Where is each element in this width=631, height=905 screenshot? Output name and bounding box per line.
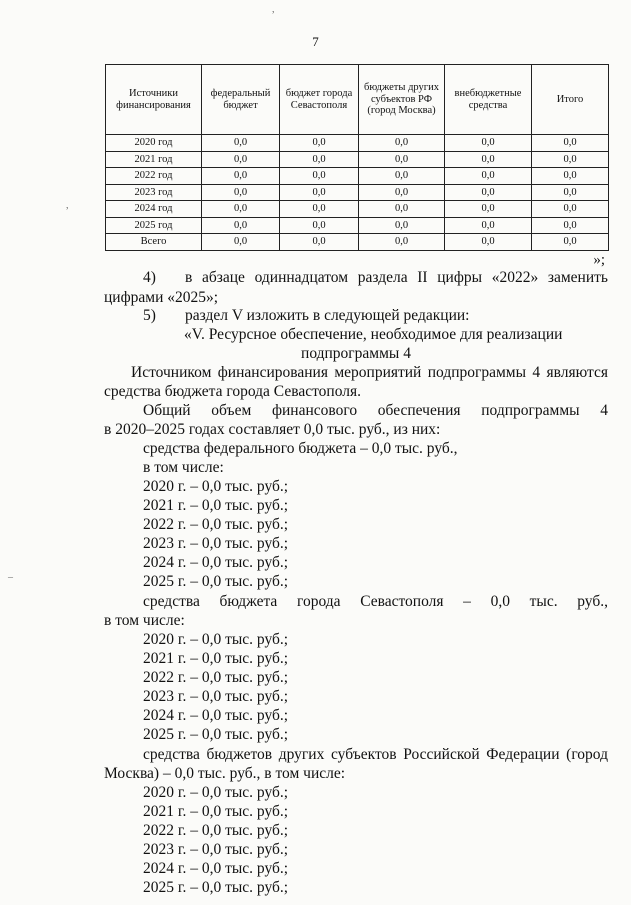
para2-line1-text: Общий объем финансового обеспечения подпрограммы 4: [143, 402, 608, 419]
table-cell: 0,0: [532, 168, 609, 185]
table-cell: 0,0: [532, 201, 609, 218]
sevastopol-year: 2020 г. – 0,0 тыс. руб.;: [143, 631, 289, 648]
table-cell: 0,0: [532, 217, 609, 234]
table-cell: 0,0: [532, 151, 609, 168]
sevastopol-line1: [143, 592, 608, 611]
table-cell: 0,0: [280, 184, 359, 201]
table-cell: 0,0: [445, 168, 532, 185]
table-cell: 0,0: [280, 201, 359, 218]
federal-year: 2021 г. – 0,0 тыс. руб.;: [143, 497, 289, 514]
financing-table: [105, 64, 609, 251]
table-cell: 0,0: [202, 184, 280, 201]
table-cell: 0,0: [280, 135, 359, 152]
section-title-line2: подпрограммы 4: [301, 345, 411, 362]
table-cell: 0,0: [359, 168, 445, 185]
item-4-number: 4): [143, 269, 156, 286]
page-number: 7: [312, 34, 319, 49]
federal-year: 2024 г. – 0,0 тыс. руб.;: [143, 554, 289, 571]
table-cell: 0,0: [359, 201, 445, 218]
sevastopol-year: 2022 г. – 0,0 тыс. руб.;: [143, 669, 289, 686]
para2-line2: в 2020–2025 годах составляет 0,0 тыс. руб., из них:: [104, 421, 441, 438]
table-cell: Всего: [106, 234, 202, 251]
column-header: федеральный бюджет: [202, 65, 280, 135]
federal-intro: средства федерального бюджета – 0,0 тыс. руб.,: [143, 440, 458, 457]
column-header: бюджеты других субъектов РФ (город Москва): [359, 65, 445, 135]
other-year: 2024 г. – 0,0 тыс. руб.;: [143, 860, 289, 877]
column-header: внебюджетные средства: [445, 65, 532, 135]
table-cell: 0,0: [445, 201, 532, 218]
table-cell: 0,0: [280, 168, 359, 185]
federal-year: 2023 г. – 0,0 тыс. руб.;: [143, 535, 289, 552]
table-cell: 0,0: [445, 151, 532, 168]
other-year: 2020 г. – 0,0 тыс. руб.;: [143, 784, 289, 801]
table-cell: 0,0: [280, 217, 359, 234]
column-header: Источники финансирования: [106, 65, 202, 135]
federal-incl: в том числе:: [143, 459, 224, 476]
table-cell: 0,0: [202, 135, 280, 152]
table-cell: 0,0: [202, 201, 280, 218]
para1-line1-text: Источником финансирования мероприятий подпрограммы 4 являются: [131, 364, 608, 381]
other-line1: [143, 745, 608, 764]
table-cell: 0,0: [202, 234, 280, 251]
table-cell: 0,0: [202, 217, 280, 234]
table-cell: 0,0: [280, 234, 359, 251]
table-row: [106, 217, 609, 234]
federal-year: 2022 г. – 0,0 тыс. руб.;: [143, 516, 289, 533]
item-5-number: 5): [143, 307, 156, 324]
other-line2: Москва) – 0,0 тыс. руб., в том числе:: [104, 765, 346, 782]
other-line1-text: средства бюджетов других субъектов Российской Федерации (город: [143, 746, 608, 763]
table-cell: 2021 год: [106, 151, 202, 168]
scan-speck: –: [8, 572, 13, 583]
table-row: [106, 151, 609, 168]
table-cell: 0,0: [202, 168, 280, 185]
table-cell: 0,0: [202, 151, 280, 168]
table-cell: 0,0: [359, 151, 445, 168]
other-year: 2023 г. – 0,0 тыс. руб.;: [143, 841, 289, 858]
table-cell: 0,0: [359, 234, 445, 251]
sevastopol-line1-text: средства бюджета города Севастополя – 0,0 тыс. руб.,: [143, 593, 608, 610]
scan-speck: ,: [66, 200, 69, 211]
para2-line1: [143, 401, 608, 420]
table-cell: 0,0: [445, 135, 532, 152]
table-cell: 0,0: [445, 217, 532, 234]
table-cell: 0,0: [532, 234, 609, 251]
table-cell: 2024 год: [106, 201, 202, 218]
table-header-row: [106, 65, 609, 135]
federal-year: 2025 г. – 0,0 тыс. руб.;: [143, 573, 289, 590]
sevastopol-line2: в том числе:: [104, 612, 185, 629]
item-4-text: в абзаце одиннадцатом раздела II цифры «2022» заменить: [185, 269, 608, 286]
table-cell: 2020 год: [106, 135, 202, 152]
table-cell: 0,0: [532, 184, 609, 201]
para1-line2: средства бюджета города Севастополя.: [104, 383, 361, 400]
scan-speck: ,: [272, 4, 275, 15]
table-cell: 0,0: [359, 217, 445, 234]
table-cell: 2023 год: [106, 184, 202, 201]
table-row: [106, 168, 609, 185]
table-cell: 2022 год: [106, 168, 202, 185]
table-cell: 0,0: [359, 135, 445, 152]
para1-line1: [131, 363, 608, 382]
table-cell: 0,0: [280, 151, 359, 168]
table-cell: 0,0: [445, 184, 532, 201]
sevastopol-year: 2025 г. – 0,0 тыс. руб.;: [143, 726, 289, 743]
column-header: бюджет города Севастополя: [280, 65, 359, 135]
item-5-text: раздел V изложить в следующей редакции:: [185, 307, 470, 324]
sevastopol-year: 2021 г. – 0,0 тыс. руб.;: [143, 650, 289, 667]
other-year: 2022 г. – 0,0 тыс. руб.;: [143, 822, 289, 839]
federal-year: 2020 г. – 0,0 тыс. руб.;: [143, 478, 289, 495]
item-4-line2: цифрами «2025»;: [104, 289, 219, 306]
column-header: Итого: [532, 65, 609, 135]
table-cell: 2025 год: [106, 217, 202, 234]
item-5-line: [143, 306, 608, 325]
section-title-line1: «V. Ресурсное обеспечение, необходимое для реализации: [184, 326, 563, 343]
table-row: [106, 201, 609, 218]
table-cell: 0,0: [532, 135, 609, 152]
table-row: [106, 184, 609, 201]
table-cell: 0,0: [445, 234, 532, 251]
sevastopol-year: 2024 г. – 0,0 тыс. руб.;: [143, 707, 289, 724]
other-year: 2021 г. – 0,0 тыс. руб.;: [143, 803, 289, 820]
table-cell: 0,0: [359, 184, 445, 201]
table-row: [106, 135, 609, 152]
item-4-line1: [143, 268, 608, 287]
other-year: 2025 г. – 0,0 тыс. руб.;: [143, 879, 289, 896]
closing-quote: »;: [593, 252, 605, 268]
table-total-row: [106, 234, 609, 251]
sevastopol-year: 2023 г. – 0,0 тыс. руб.;: [143, 688, 289, 705]
